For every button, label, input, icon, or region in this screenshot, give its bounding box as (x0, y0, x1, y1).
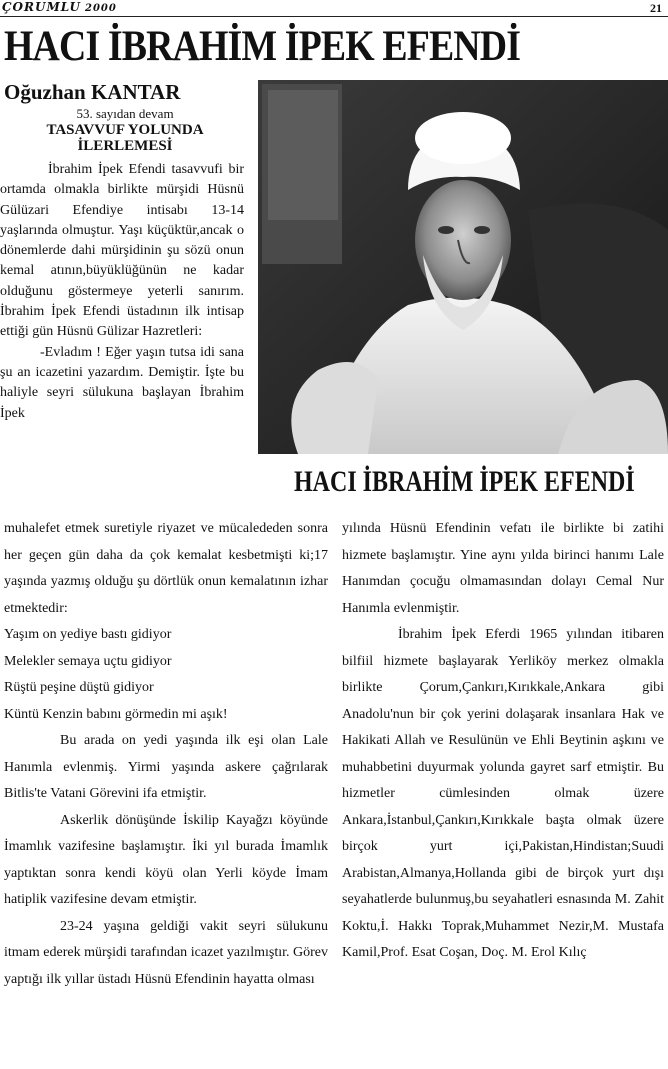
left-column (4, 516, 328, 993)
intro-paragraph: İbrahim İpek Efendi tasavvufi bir ortamda olmakla birlikte mürşidi Hüsnü Gülüzari Efendiye intisabı 13-14 yaşlarında olmuştur. Yaşı küçüktür,ancak o dönemlerde dahi mürşidinin şu sözü onun kemal atının,büyüklüğünün ne kadar olduğunu göstermeye yeterli sanırım. İbrahim İpek Efendi üstadının ilk intisap ettiği gün Hüsnü Gülizar Hazretleri: (0, 162, 244, 340)
body-paragraph: Askerlik dönüşünde İskilip Kayağzı köyünde İmamlık vazifesine başlamıştır. İki yıl burada İmamlık yaptıktan sonra kendi köyü olan Yerli köyde İmam hatiplik vazifesine devam etmiştir. (4, 812, 328, 907)
article-headline: HACI İBRAHİM İPEK EFENDİ (4, 23, 521, 70)
body-paragraph: İbrahim İpek Eferdi 1965 yılından itibaren bilfiil hizmete başlayarak Yerliköy merkez olmakla birlikte Çorum,Çankırı,Kırıkkale,Ankara gibi Anadolu'nun bir çok yerini dolaşarak insanlara Hak ve Hakikati Allah ve Resulünün ve Ehli Beytinin aşkını ve muhabbetini duyurmak yolunda gayret sarf etmiştir. Bu hizmetler cümlesinden olmak üzere Ankara,İstanbul,Çankırı,Kırıkkale başta olmak üzere birçok yurt içi,Pakistan,Hindistan;Suudi Arabistan,Almanya,Hollanda gibi de birçok yurt dışı seyahatlerde bulunmuş,bu seyahatleri esnasında M. Zahit Koktu,İ. Hakkı Toprak,Muhammet Nezir,M. Mustafa Kamil,Prof. Esat Coşan, Doç. M. Erol Kılıç (342, 627, 664, 960)
poem-line: Rüştü peşine düştü gidiyor (4, 680, 154, 695)
page-number: 21 (650, 1, 662, 15)
portrait-photo (258, 80, 668, 454)
section-subheading: TASAVVUF YOLUNDA İLERLEMESİ (46, 122, 204, 154)
magazine-year: 2000 (84, 3, 117, 14)
body-paragraph: Bu arada on yedi yaşında ilk eşi olan Lale Hanımla evlenmiş. Yirmi yaşında askere çağrılarak Bitlis'te Vatani Görevini ifa etmiştir. (4, 733, 328, 801)
poem-line: Melekler semaya uçtu gidiyor (4, 653, 172, 669)
poem-line: Küntü Kenzin babını görmedin mi aşık! (4, 706, 228, 722)
header-rule (0, 16, 668, 17)
continued-note: 53. sayıdan devam (76, 106, 174, 121)
right-column (342, 516, 664, 967)
photo-caption: HACI İBRAHİM İPEK EFENDİ (294, 465, 635, 498)
magazine-name: ÇORUMLU 2000 (2, 0, 117, 14)
body-paragraph: muhalefet etmek suretiyle riyazet ve mücalededen sonra her geçen gün daha da çok kemalat kesbetmişti ki;17 yaşında yazmış olduğu şu dörtlük onun kemalatının izhar etmektedir: (4, 521, 328, 616)
body-paragraph: yılında Hüsnü Efendinin vefatı ile birlikte bi zatihi hizmete başlamıştır. Yine aynı yılda birinci hanımı Lale Hanımdan çocuğu olmamasından dolayı Cemal Nur Hanımla evlenmiştir. (342, 521, 664, 616)
poem-line: Yaşım on yediye bastı gidiyor (4, 627, 172, 642)
intro-paragraph: -Evladım ! Eğer yaşın tutsa idi sana şu an icazetini yazardım. Demiştir. İşte bu haliyle seyri sülukuna başlayan İbrahim İpek (0, 344, 244, 421)
author-name: Oğuzhan KANTAR (4, 80, 181, 104)
intro-text (0, 160, 244, 424)
body-paragraph: 23-24 yaşına geldiği vakit seyri sülukunu itmam ederek mürşidi tarafından icazet yazılmıştır. Görev yaptığı ilk yıllar üstadı Hüsnü Efendinin hayatta olması (4, 918, 328, 987)
